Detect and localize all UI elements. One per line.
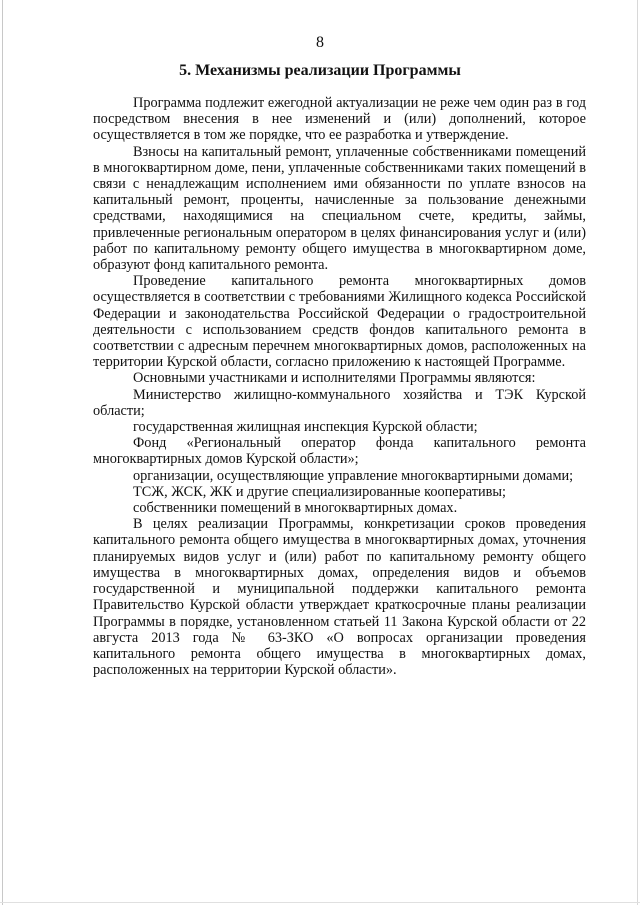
document-body (93, 95, 586, 678)
page-number: 8 (316, 34, 324, 51)
participant-item: организации, осуществляющие управление многоквартирными домами; (133, 467, 574, 484)
participant-item: государственная жилищная инспекция Курской области; (133, 419, 478, 436)
participant-item: ТСЖ, ЖСК, ЖК и другие специализированные кооперативы; (133, 483, 506, 500)
page-edge-right (637, 0, 638, 905)
paragraph: В целях реализации Программы, конкретизации сроков проведения капитального ремонта общего имущества в многоквартирных домах, уточнения планируемых видов услуг и (или) работ по капитальному ремонту общего имущества в многоквартирных домах, определения видов и объемов государственной и муниципальной поддержки капитального ремонта Правительство Курской области утверждает краткосрочные планы реализации Программы в порядке, установленном статьей 11 Закона Курской области от 22 августа 2013 года № 63-ЗКО «О вопросах организации проведения капитального ремонта общего имущества в многоквартирных домах, расположенных на территории Курской области». (93, 516, 586, 679)
page-edge-bottom (0, 902, 640, 903)
participant-item: собственники помещений в многоквартирных домах. (133, 500, 458, 517)
section-heading: 5. Механизмы реализации Программы (179, 62, 461, 79)
paragraph: Проведение капитального ремонта многоквартирных домов осуществляется в соответствии с требованиями Жилищного кодекса Российской Федерации и законодательства Российской Федерации о градостроительной деятельности с использованием средств фондов капитального ремонта в соответствии с адресным перечнем многоквартирных домов, расположенных на территории Курской области, согласно приложению к настоящей Программе. (93, 273, 586, 371)
participant-item: Министерство жилищно-коммунального хозяйства и ТЭК Курской области; (93, 386, 586, 419)
participant-item: Фонд «Региональный оператор фонда капитального ремонта многоквартирных домов Курской области»; (93, 435, 586, 468)
paragraph: Основными участниками и исполнителями Программы являются: (133, 370, 536, 387)
paragraph: Взносы на капитальный ремонт, уплаченные собственниками помещений в многоквартирном доме, пени, уплаченные собственниками таких помещений в связи с ненадлежащим исполнением ими обязанности по уплате взносов на капитальный ремонт, проценты, начисленные за пользование денежными средствами, находящимися на специальном счете, кредиты, займы, привлеченные региональным оператором в целях финансирования услуг и (или) работ по капитальному ремонту общего имущества в многоквартирном доме, образуют фонд капитального ремонта. (93, 143, 586, 274)
paragraph: Программа подлежит ежегодной актуализации не реже чем один раз в год посредством внесения в нее изменений и (или) дополнений, которое осуществляется в том же порядке, что ее разработка и утверждение. (93, 95, 586, 144)
page-edge-left (2, 0, 3, 905)
